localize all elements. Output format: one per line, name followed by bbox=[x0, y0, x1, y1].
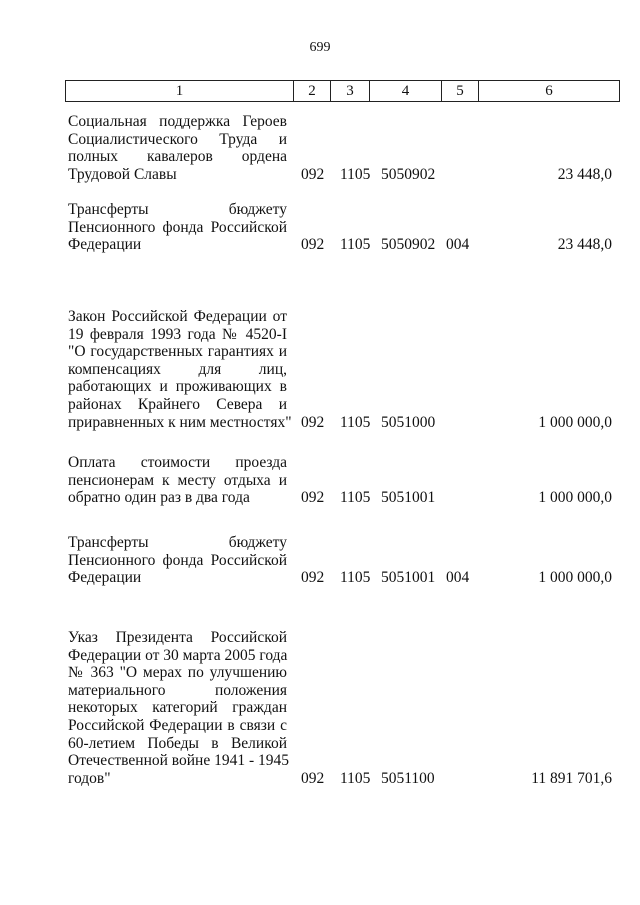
entry-codes bbox=[68, 569, 612, 587]
description-line: Трансферты бюджету bbox=[68, 534, 287, 551]
description-line: Федерации bbox=[68, 236, 142, 254]
description-line: Федерации от 30 марта 2005 года bbox=[68, 646, 288, 664]
code-c3: 1105 bbox=[340, 489, 371, 507]
description-line: Федерации bbox=[68, 569, 142, 587]
description-line: годов" bbox=[68, 769, 111, 787]
entry-codes bbox=[68, 166, 612, 184]
budget-entry bbox=[68, 454, 640, 507]
budget-entry bbox=[68, 113, 640, 183]
description-line: Указ Президента Российской bbox=[68, 629, 287, 646]
code-c2: 092 bbox=[301, 489, 325, 507]
description-line: компенсациях для лиц, bbox=[68, 360, 287, 378]
column-header-4: 4 bbox=[370, 81, 442, 101]
code-c6: 1 000 000,0 bbox=[538, 569, 612, 587]
code-c2: 092 bbox=[301, 413, 325, 431]
code-c6: 23 448,0 bbox=[557, 165, 612, 183]
description-line: "О государственных гарантиях и bbox=[68, 343, 287, 361]
description-line: Социальная поддержка Героев bbox=[68, 113, 287, 130]
description-line: Социалистического Труда и bbox=[68, 130, 287, 148]
entry-codes bbox=[68, 489, 612, 507]
budget-entry bbox=[68, 534, 640, 587]
code-c4: 5051100 bbox=[381, 769, 435, 787]
code-c2: 092 bbox=[301, 165, 325, 183]
code-c4: 5051001 bbox=[381, 489, 436, 507]
description-line: Трудовой Славы bbox=[68, 165, 177, 183]
description-line: Российской Федерации в связи с bbox=[68, 716, 287, 734]
column-header-row bbox=[65, 80, 620, 102]
code-c3: 1105 bbox=[340, 769, 371, 787]
code-c4: 5051000 bbox=[381, 413, 436, 431]
budget-entry bbox=[68, 308, 640, 431]
entry-codes bbox=[68, 414, 612, 432]
page-number: 699 bbox=[309, 40, 331, 55]
description-line: Пенсионного фонда Российской bbox=[68, 551, 287, 569]
description-line: Закон Российской Федерации от bbox=[68, 308, 287, 325]
description-line: 19 февраля 1993 года № 4520-I bbox=[68, 325, 287, 343]
description-line: Пенсионного фонда Российской bbox=[68, 218, 287, 236]
column-header-5: 5 bbox=[442, 81, 479, 101]
code-c6: 1 000 000,0 bbox=[538, 489, 612, 507]
description-line: обратно один раз в два года bbox=[68, 489, 250, 507]
description-line: Отечественной войне 1941 - 1945 bbox=[68, 752, 290, 770]
description-line: районах Крайнего Севера и bbox=[68, 395, 287, 413]
column-header-6: 6 bbox=[545, 83, 553, 99]
budget-entry bbox=[68, 201, 640, 254]
description-line: Оплата стоимости проезда bbox=[68, 454, 287, 471]
code-c6: 11 891 701,6 bbox=[531, 769, 612, 787]
code-c3: 1105 bbox=[340, 569, 371, 587]
column-header-1: 1 bbox=[66, 81, 294, 101]
code-c6: 1 000 000,0 bbox=[538, 413, 612, 431]
column-header-3: 3 bbox=[331, 81, 370, 101]
code-c2: 092 bbox=[301, 569, 325, 587]
code-c6: 23 448,0 bbox=[557, 236, 612, 254]
code-c4: 5050902 bbox=[381, 165, 436, 183]
budget-entry bbox=[68, 629, 640, 787]
code-c5: 004 bbox=[446, 569, 470, 587]
code-c5: 004 bbox=[446, 236, 470, 254]
code-c3: 1105 bbox=[340, 165, 371, 183]
description-line: полных кавалеров ордена bbox=[68, 148, 287, 166]
column-header-2: 2 bbox=[294, 81, 331, 101]
code-c2: 092 bbox=[301, 769, 325, 787]
code-c4: 5051001 bbox=[381, 569, 436, 587]
description-line: материального положения bbox=[68, 681, 287, 699]
code-c3: 1105 bbox=[340, 236, 371, 254]
description-line: некоторых категорий граждан bbox=[68, 699, 287, 717]
description-line: приравненных к ним местностях" bbox=[68, 413, 292, 431]
entry-codes bbox=[68, 236, 612, 254]
code-c3: 1105 bbox=[340, 413, 371, 431]
entry-description bbox=[68, 629, 290, 787]
description-line: работающих и проживающих в bbox=[68, 378, 287, 396]
code-c2: 092 bbox=[301, 236, 325, 254]
description-line: Трансферты бюджету bbox=[68, 201, 287, 218]
description-line: пенсионерам к месту отдыха и bbox=[68, 471, 287, 489]
description-line: № 363 "О мерах по улучшению bbox=[68, 664, 287, 682]
entry-codes bbox=[68, 770, 612, 788]
description-line: 60-летием Победы в Великой bbox=[68, 734, 287, 752]
code-c4: 5050902 bbox=[381, 236, 436, 254]
